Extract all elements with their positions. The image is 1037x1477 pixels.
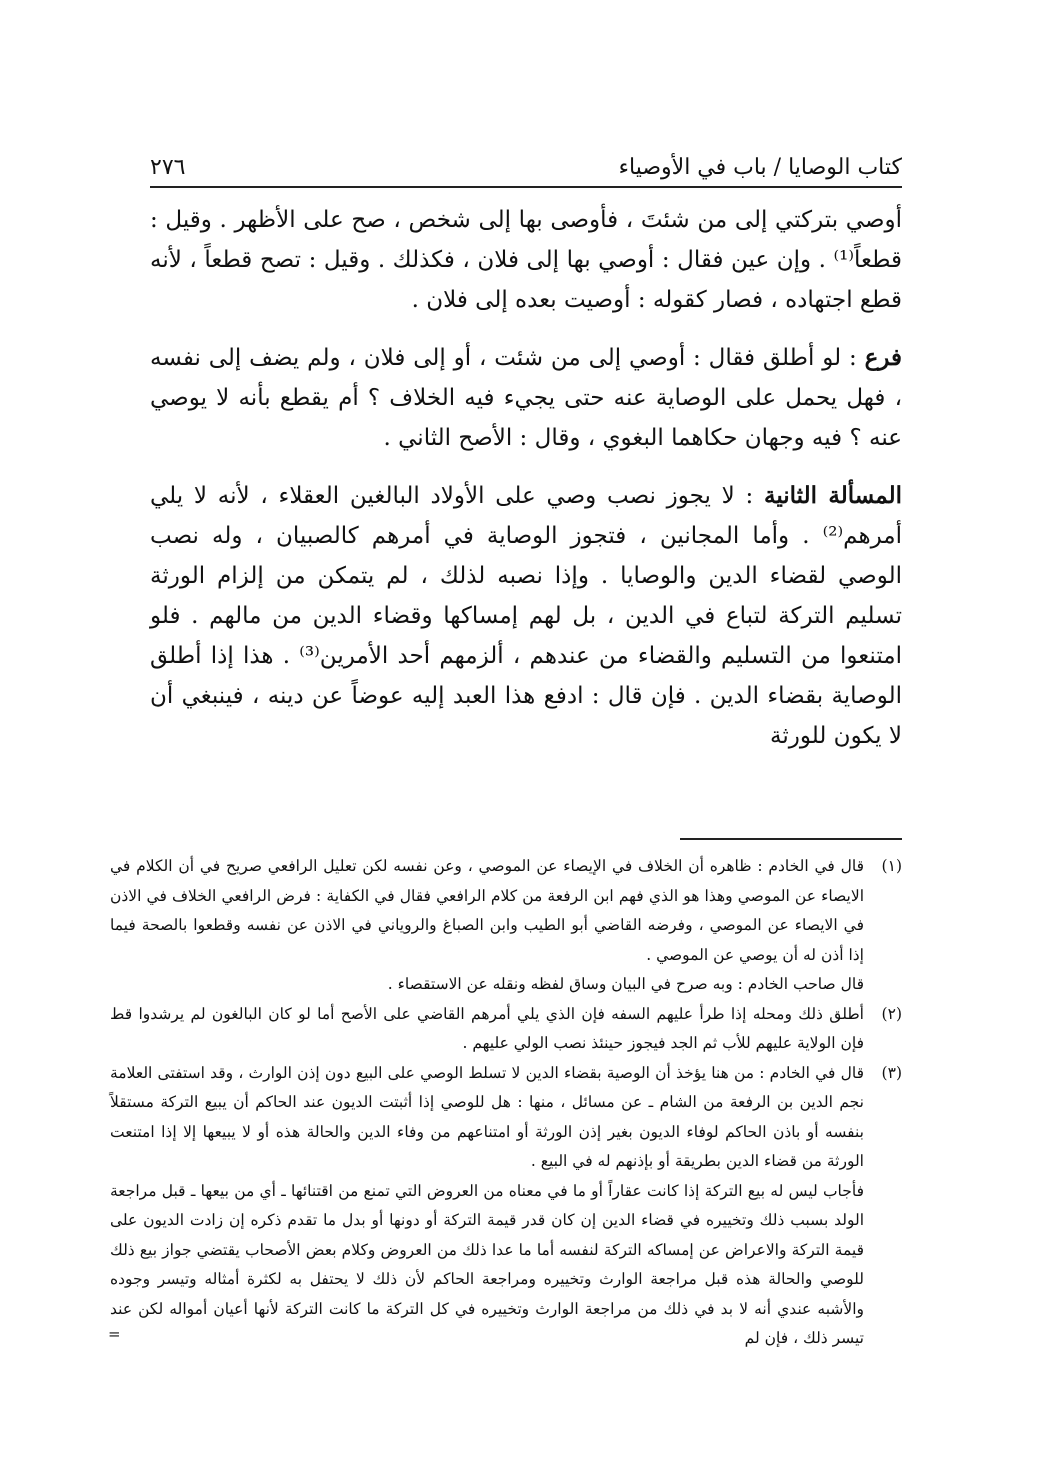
paragraph-2-text: : لو أطلق فقال : أوصي إلى من شئت ، أو إلى فلان ، ولم يضف إلى نفسه ، فهل يحمل على الوصاية عنه حتى يجيء فيه الخلاف ؟ أم يقطع بأنه لا يوصي عنه ؟ فيه وجهان حكاهما البغوي ، وقال : الأصح الثاني .: [150, 345, 902, 451]
paragraph-2: [150, 338, 902, 458]
paragraph-3-text: : لا يجوز نصب وصي على الأولاد البالغين العقلاء ، لأنه لا يلي أمرهم⁽²⁾ . وأما المجانين ، فتجوز الوصاية في أمرهم كالصبيان ، وله نصب الوصي لقضاء الدين والوصايا . وإذا نصبه لذلك ، لم يتمكن من إلزام الورثة تسليم التركة لتباع في الدين ، بل لهم إمساكها وقضاء الدين من مالهم . فلو امتنعوا من التسليم والقضاء من عندهم ، ألزمهم أحد الأمرين⁽³⁾ . هذا إذا أطلق الوصاية بقضاء الدين . فإن قال : ادفع هذا العبد إليه عوضاً عن دينه ، فينبغي أن لا يكون للورثة: [150, 483, 902, 749]
footnote-line: قال في الخادم : ظاهره أن الخلاف في الإيصاء عن الموصي ، وعن نفسه لكن تعليل الرافعي صريح في أن الكلام في الايصاء عن الموصي وهذا هو الذي فهم ابن الرفعة من كلام الرافعي فقال في الكفاية : فرض الرافعي الخلاف في الاذن في الايصاء عن الموصي ، وفرضه القاضي أبو الطيب وابن الصباغ والروياني في الاذن عن نفسه وقطعوا بالصحة فيما إذا أذن له أن يوصي عن الموصي .: [110, 857, 864, 964]
far-heading: فرع: [864, 344, 902, 371]
footnote-number: (١): [881, 857, 902, 875]
page-number: ٢٧٦: [150, 155, 186, 180]
footnote-separator: [680, 838, 902, 840]
footnote-3: [110, 1059, 902, 1354]
footnote-line: قال في الخادم : من هنا يؤخذ أن الوصية بقضاء الدين لا تسلط الوصي على البيع دون إذن الوارث ، وقد استفتى العلامة نجم الدين بن الرفعة من الشام ـ عن مسائل ، منها : هل للوصي إذا أثبتت الديون عند الحاكم أن يبيع التركة مستقلاً بنفسه أو باذن الحاكم لوفاء الديون بغير إذن الورثة أو امتناعهم من وفاء الدين والحالة هذه أو لا يبيعها إلا إذا امتنعت الورثة من قضاء الدين بطريقة أو بإذنهم له في البيع .: [110, 1063, 864, 1170]
running-header: [150, 140, 902, 188]
continuation-mark: =: [108, 1325, 121, 1343]
footnote-number: (٣): [881, 1063, 902, 1082]
footnote-2: [110, 1000, 902, 1059]
paragraph-1: أوصي بتركتي إلى من شئتَ ، فأوصى بها إلى شخص ، صح على الأظهر . وقيل : قطعاً⁽¹⁾ . وإن عين فقال : أوصي بها إلى فلان ، فكذلك . وقيل : تصح قطعاً ، لأنه قطع اجتهاده ، فصار كقوله : أوصيت بعده إلى فلان .: [150, 207, 902, 313]
footnote-line: قال صاحب الخادم : وبه صرح في البيان وساق لفظه ونقله عن الاستقصاء .: [387, 975, 864, 993]
footnote-number: (٢): [881, 1004, 902, 1023]
running-title: كتاب الوصايا / باب في الأوصياء: [618, 155, 902, 180]
paragraph-3: [150, 476, 902, 756]
footnote-line: فأجاب ليس له بيع التركة إذا كانت عقاراً أو ما في معناه من العروض التي تمنع من اقتنائها ـ أي من بيعها ـ قبل مراجعة الولد بسبب ذلك وتخييره في قضاء الدين إن كان قدر قيمة التركة أو دونها أو بدل ما تقدم ذكره إن زادت الديون على قيمة التركة والاعراض عن إمساكه التركة لنفسه أما ما عدا ذلك من العروض وكلام بعض الأصحاب يقتضي جواز بيع ذلك للوصي والحالة هذه قبل مراجعة الوارث وتخييره ومراجعة الحاكم لأن ذلك لا يحتفل به لكثرة أمثاله وتيسر وجوده والأشبه عندي أنه لا بد في ذلك من مراجعة الوارث وتخييره في كل التركة ما كانت التركة لأنها أعيان أمواله لكن عند تيسر ذلك ، فإن لم: [110, 1181, 864, 1347]
footnote-1: [110, 852, 902, 1000]
footnote-line: أطلق ذلك ومحله إذا طرأ عليهم السفه فإن الذي يلي أمرهم القاضي على الأصح أما لو كان البالغون لم يرشدوا قط فإن الولاية عليهم للأب ثم الجد فيجوز حينئذ نصب الولي عليهم .: [110, 1004, 864, 1052]
masala-heading: المسألة الثانية: [763, 482, 902, 509]
main-text: [150, 200, 902, 774]
footnotes: [110, 852, 902, 1354]
